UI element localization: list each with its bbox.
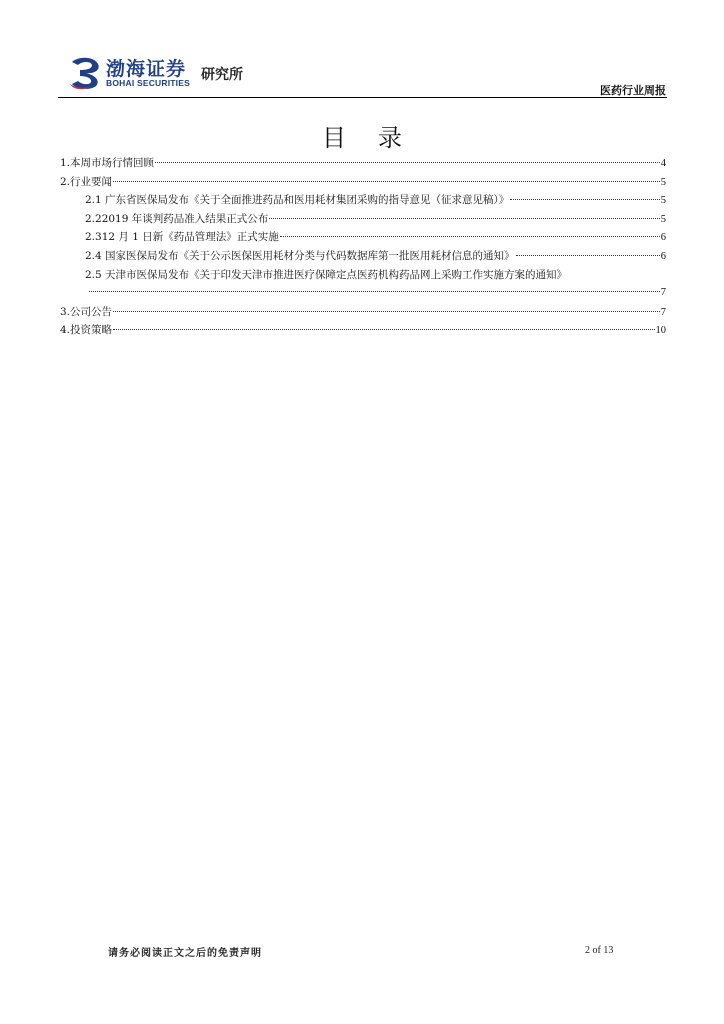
footer-disclaimer: 请务必阅读正文之后的免责声明 xyxy=(108,948,262,959)
toc-entry[interactable] xyxy=(60,191,666,210)
brand-name-cn: 渤海证券 xyxy=(106,58,187,80)
toc-entry-page: 4 xyxy=(660,158,666,169)
toc-leader-dots xyxy=(113,181,660,182)
toc-entry[interactable] xyxy=(60,321,666,340)
toc-entry-continuation[interactable] xyxy=(60,284,666,303)
toc-leader-dots xyxy=(280,236,660,237)
toc-entry-text: 2.1 广东省医保局发布《关于全面推进药品和医用耗材集团采购的指导意见（征求意见稿）》 xyxy=(85,194,510,207)
toc-leader-dots xyxy=(516,255,660,256)
page-header xyxy=(0,0,724,100)
toc-entry[interactable] xyxy=(60,266,666,285)
toc-leader-dots xyxy=(155,162,660,163)
toc-entry-text: 2.行业要闻 xyxy=(60,175,113,188)
toc-leader-dots xyxy=(113,329,654,330)
toc-leader-dots xyxy=(113,311,660,312)
header-divider xyxy=(58,97,667,98)
toc-entry[interactable] xyxy=(60,173,666,192)
toc-leader-dots xyxy=(89,291,660,292)
institute-label: 研究所 xyxy=(201,67,243,83)
report-type: 医药行业周报 xyxy=(600,84,666,97)
toc-entry-page: 7 xyxy=(660,306,666,318)
brand-name-en: BOHAI SECURITIES xyxy=(106,78,190,88)
toc-entry-page: 5 xyxy=(660,176,666,188)
toc-entry-page: 6 xyxy=(660,250,666,262)
toc-entry-text: 3.公司公告 xyxy=(60,305,113,318)
toc-entry-text: 4.投资策略 xyxy=(60,324,113,337)
bohai-logo-icon xyxy=(68,54,104,90)
toc-entry-page: 5 xyxy=(660,213,666,225)
toc-entry[interactable] xyxy=(60,154,666,173)
toc-entry-text: 2.22019 年谈判药品准入结果正式公布 xyxy=(85,212,269,225)
toc-title: 目录 xyxy=(322,124,434,152)
toc-entry[interactable] xyxy=(60,210,666,229)
toc-entry[interactable] xyxy=(60,228,666,247)
toc-entry-page: 10 xyxy=(655,325,666,337)
toc-leader-dots xyxy=(269,218,659,219)
toc-entry[interactable] xyxy=(60,247,666,266)
toc-entry-page: 6 xyxy=(660,232,666,244)
page-number: 2 of 13 xyxy=(585,945,614,956)
toc-entry-text: 1.本周市场行情回顾 xyxy=(60,157,155,169)
toc-leader-dots xyxy=(510,199,659,200)
toc-entry-text: 2.4 国家医保局发布《关于公示医保医用耗材分类与代码数据库第一批医用耗材信息的通知》 xyxy=(85,249,515,262)
toc-entry[interactable] xyxy=(60,303,666,322)
table-of-contents xyxy=(60,154,666,340)
toc-entry-text: 2.312 月 1 日新《药品管理法》正式实施 xyxy=(85,231,279,244)
toc-entry-page: 7 xyxy=(660,287,666,299)
toc-entry-text: 2.5 天津市医保局发布《关于印发天津市推进医疗保障定点医药机构药品网上采购工作实施方案的通知》 xyxy=(85,268,568,281)
toc-entry-page: 5 xyxy=(660,195,666,207)
